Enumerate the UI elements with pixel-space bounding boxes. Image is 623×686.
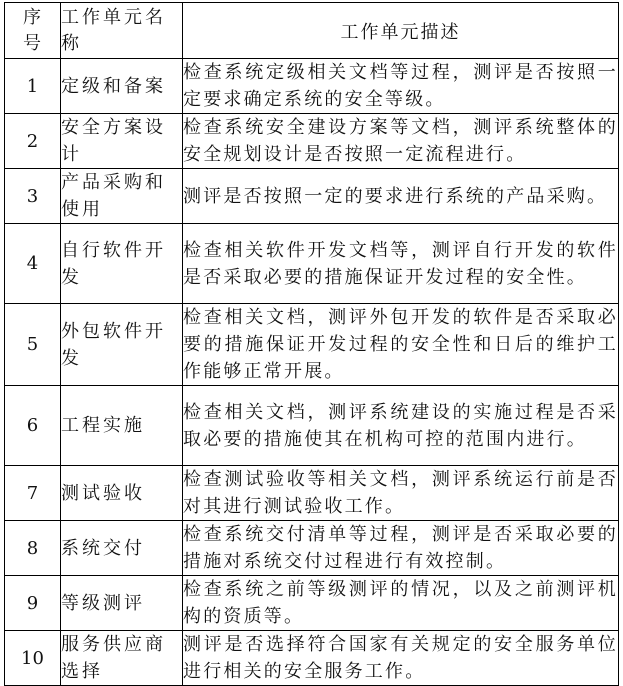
table-row (5, 304, 619, 386)
unit-name: 定级和备案 (61, 59, 183, 114)
unit-name: 自行软件开发 (61, 224, 183, 304)
unit-name: 产品采购和使用 (61, 169, 183, 224)
table-row (5, 114, 619, 169)
unit-description: 检查相关文档，测评外包开发的软件是否采取必要的措施保证开发过程的安全性和日后的维护工作能够正常开展。 (183, 304, 619, 386)
unit-name: 服务供应商选择 (61, 631, 183, 686)
unit-name: 测试验收 (61, 466, 183, 521)
row-number: 9 (5, 576, 61, 631)
table-row (5, 466, 619, 521)
table-row (5, 224, 619, 304)
unit-description: 检查相关文档，测评系统建设的实施过程是否采取必要的措施使其在机构可控的范围内进行。 (183, 386, 619, 466)
table-row (5, 169, 619, 224)
header-serial-number (5, 3, 61, 59)
unit-description: 检查系统之前等级测评的情况，以及之前测评机构的资质等。 (183, 576, 619, 631)
unit-description: 检查系统交付清单等过程，测评是否采取必要的措施对系统交付过程进行有效控制。 (183, 521, 619, 576)
header-serial-line-2: 号 (23, 32, 42, 54)
work-unit-table (4, 2, 619, 686)
table-row (5, 631, 619, 686)
row-number: 3 (5, 169, 61, 224)
unit-name: 安全方案设计 (61, 114, 183, 169)
unit-description: 测评是否选择符合国家有关规定的安全服务单位进行相关的安全服务工作。 (183, 631, 619, 686)
unit-description: 检查相关软件开发文档等，测评自行开发的软件是否采取必要的措施保证开发过程的安全性。 (183, 224, 619, 304)
row-number: 5 (5, 304, 61, 386)
unit-description: 检查测试验收等相关文档，测评系统运行前是否对其进行测试验收工作。 (183, 466, 619, 521)
unit-name: 工程实施 (61, 386, 183, 466)
unit-name: 系统交付 (61, 521, 183, 576)
unit-name: 外包软件开发 (61, 304, 183, 386)
row-number: 4 (5, 224, 61, 304)
unit-name: 等级测评 (61, 576, 183, 631)
table-row (5, 521, 619, 576)
row-number: 1 (5, 59, 61, 114)
table-row (5, 59, 619, 114)
header-unit-name: 工作单元名称 (61, 3, 183, 59)
row-number: 7 (5, 466, 61, 521)
header-serial-line-1: 序 (23, 6, 42, 28)
unit-description: 检查系统安全建设方案等文档，测评系统整体的安全规划设计是否按照一定流程进行。 (183, 114, 619, 169)
table-header-row (5, 3, 619, 59)
row-number: 8 (5, 521, 61, 576)
row-number: 2 (5, 114, 61, 169)
table-row (5, 576, 619, 631)
row-number: 10 (5, 631, 61, 686)
table-row (5, 386, 619, 466)
row-number: 6 (5, 386, 61, 466)
unit-description: 检查系统定级相关文档等过程，测评是否按照一定要求确定系统的安全等级。 (183, 59, 619, 114)
header-unit-description: 工作单元描述 (183, 3, 619, 59)
unit-description: 测评是否按照一定的要求进行系统的产品采购。 (183, 169, 619, 224)
